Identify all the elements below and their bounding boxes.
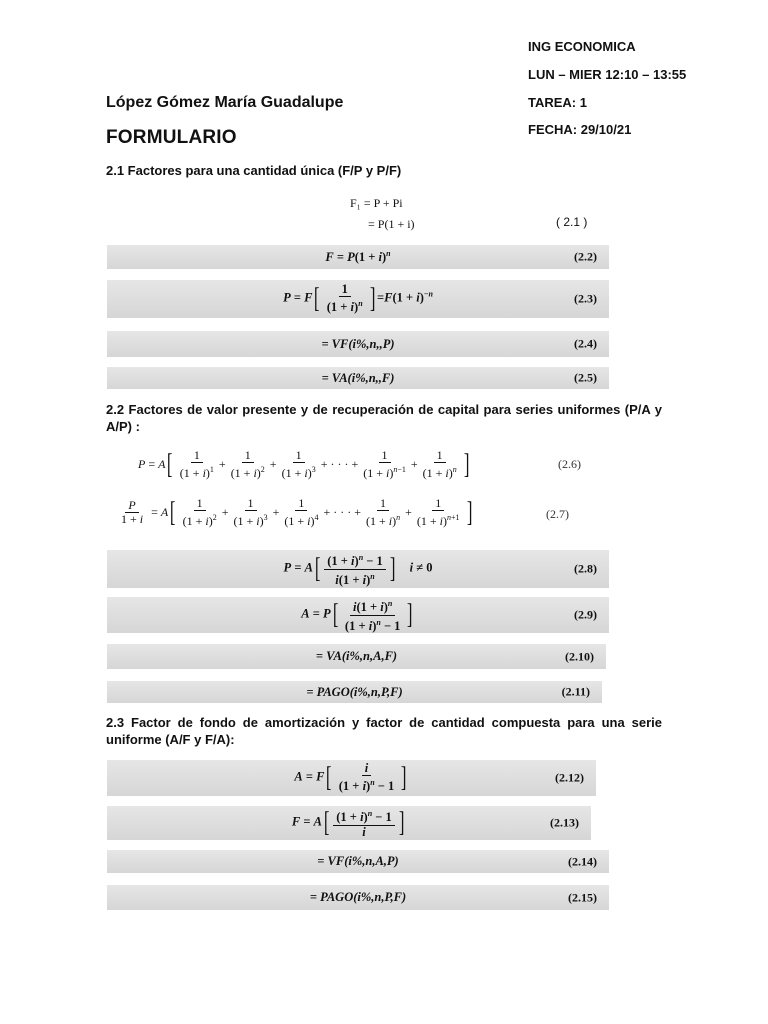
equation-2-7: $\frac{P}{1 + i}$ = A [ $\frac{1}{(1 + i)^2}$ + $\frac{1}{(1 + i)^3}$ + $\frac{1}{(1 + i)^4}$ + · · · + $\frac{1}{(1 + i)^n}$ + $\frac{1}{(1 + i)^{n+1}}$ ] bbox=[121, 496, 472, 528]
equation-2-12-band bbox=[107, 760, 596, 796]
equation-2-10: = VA(i%,n,A,F) bbox=[315, 649, 398, 663]
equation-2-10-band bbox=[107, 644, 606, 669]
schedule-label: LUN – MIER 12:10 – 13:55 bbox=[528, 67, 687, 82]
equation-2-9-band bbox=[107, 597, 609, 633]
equation-2-11: = PAGO(i%,n,P,F) bbox=[306, 684, 403, 699]
equation-2-2-band bbox=[107, 245, 609, 269]
equation-2-8-band bbox=[107, 550, 609, 588]
equation-2-13-band bbox=[107, 806, 591, 840]
equation-number-2-12: (2.12) bbox=[555, 770, 584, 785]
equation-2-15-band bbox=[107, 885, 609, 910]
equation-2-14: = VF(i%,n,A,P) bbox=[317, 854, 399, 868]
equation-number-2-13: (2.13) bbox=[550, 815, 579, 830]
section-heading-2-1: 2.1 Factores para una cantidad única (F/P y P/F) bbox=[106, 163, 402, 178]
equation-2-1 bbox=[350, 196, 415, 232]
equation-number-2-8: (2.8) bbox=[574, 561, 597, 576]
equation-number-2-4: (2.4) bbox=[574, 336, 597, 351]
course-label: ING ECONOMICA bbox=[528, 39, 636, 54]
equation-number-2-5: (2.5) bbox=[574, 370, 597, 385]
equation-number-2-2: (2.2) bbox=[574, 249, 597, 264]
document-title: FORMULARIO bbox=[106, 127, 237, 148]
equation-2-2: $F = P(1 + i)^n$ bbox=[325, 248, 391, 265]
equation-2-3: P = F[ $\frac{1}{(1 + i)^n}$ ] $=F(1 + i)^{-n}$ bbox=[283, 282, 433, 315]
equation-2-13: F = A[ $\frac{(1 + i)^n - 1}{i}$ ] bbox=[291, 807, 405, 839]
equation-2-6: P = A [ $\frac{1}{(1 + i)^1}$ + $\frac{1}{(1 + i)^2}$ + $\frac{1}{(1 + i)^3}$ + · · · + $\frac{1}{(1 + i)^{n-1}}$ + $\frac{1}{(1 + i)^n}$ ] bbox=[138, 448, 470, 480]
equation-2-15: = PAGO(i%,n,P,F) bbox=[309, 890, 407, 904]
equation-number-2-6: (2.6) bbox=[558, 457, 581, 471]
equation-2-5: = VA(i%,n,,F) bbox=[321, 370, 395, 385]
equation-2-4: = VF(i%,n,,P) bbox=[321, 336, 395, 351]
equation-number-2-7: (2.7) bbox=[546, 507, 569, 521]
equation-2-3-band bbox=[107, 280, 609, 318]
equation-2-12: A = F[ $\frac{i}{(1 + i)^n - 1}$ ] bbox=[294, 761, 407, 794]
equation-2-5-band bbox=[107, 367, 609, 389]
equation-2-1-line2: = P(1 + i) bbox=[368, 217, 415, 231]
equation-2-4-band bbox=[107, 331, 609, 357]
equation-2-14-band bbox=[107, 850, 609, 873]
equation-number-2-3: (2.3) bbox=[574, 291, 597, 306]
section-heading-2-2: 2.2 Factores de valor presente y de recuperación de capital para series uniformes (P/A y A/P) : bbox=[106, 402, 662, 434]
equation-number-2-1: ( 2.1 ) bbox=[556, 215, 588, 229]
equation-number-2-9: (2.9) bbox=[574, 607, 597, 622]
equation-2-8: P = A[ $\frac{(1 + i)^n - 1}{i(1 + i)^n}$ ] i ≠ 0 bbox=[283, 553, 433, 587]
equation-number-2-11: (2.11) bbox=[561, 684, 590, 699]
equation-number-2-10: (2.10) bbox=[565, 649, 594, 663]
equation-number-2-15: (2.15) bbox=[568, 890, 597, 904]
equation-number-2-14: (2.14) bbox=[568, 854, 597, 868]
equation-2-11-band bbox=[107, 681, 602, 703]
equation-2-9: A = P[ $\frac{i(1 + i)^n}{(1 + i)^n - 1}$ ] bbox=[301, 599, 413, 633]
student-name: López Gómez María Guadalupe bbox=[106, 94, 344, 111]
task-label: TAREA: 1 bbox=[528, 95, 587, 110]
section-heading-2-3: 2.3 Factor de fondo de amortización y factor de cantidad compuesta para una serie uniforme (A/F y F/A): bbox=[106, 715, 662, 747]
date-label: FECHA: 29/10/21 bbox=[528, 122, 632, 137]
equation-2-1-line1: F₁ = P + Pi bbox=[350, 196, 403, 210]
